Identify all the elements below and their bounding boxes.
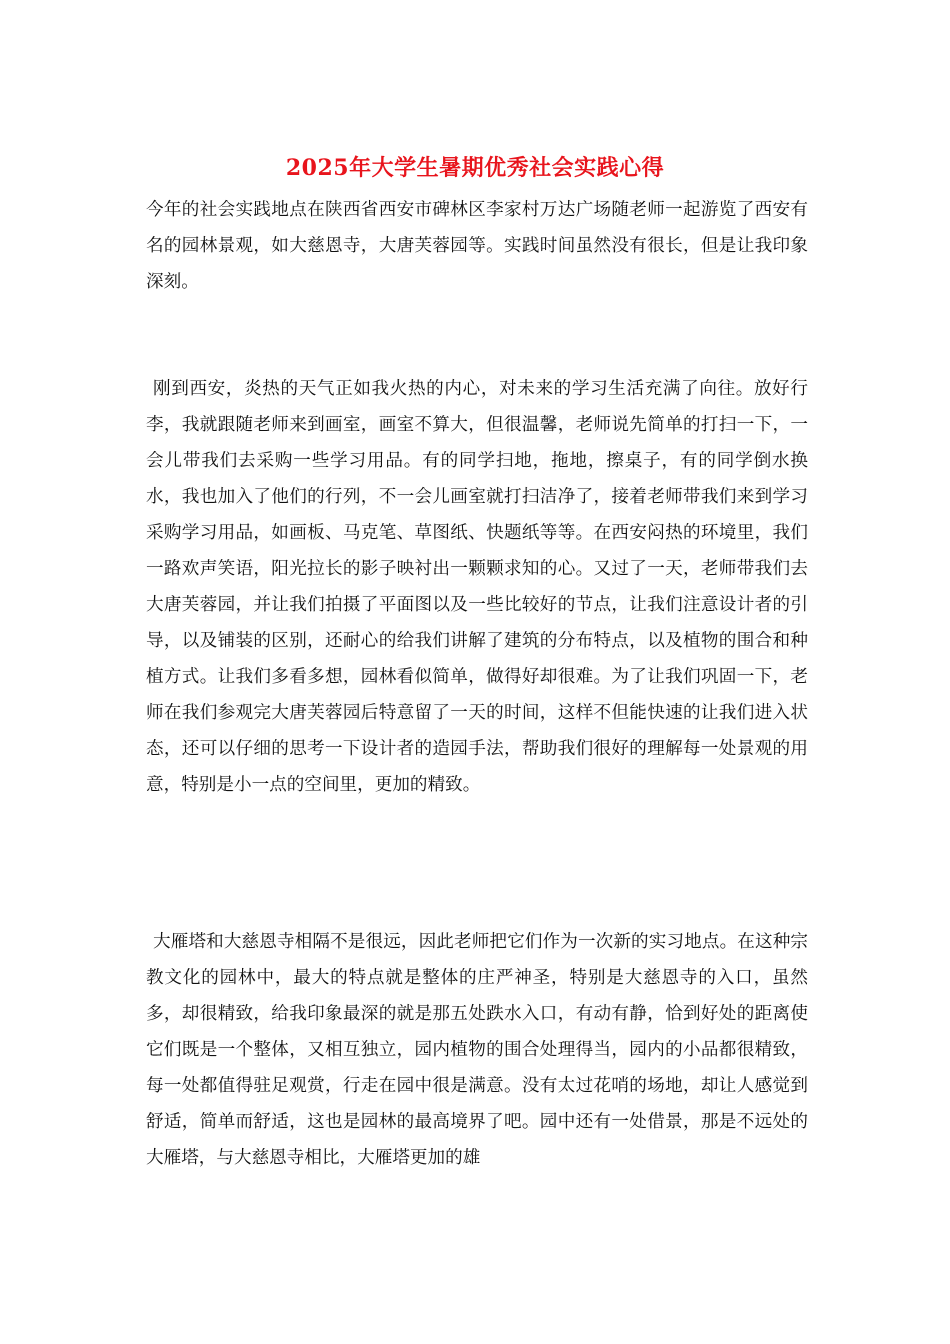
paragraph-big-wild-goose-pagoda: 大雁塔和大慈恩寺相隔不是很远，因此老师把它们作为一次新的实习地点。在这种宗教文化的园林中，最大的特点就是整体的庄严神圣，特别是大慈恩寺的入口，虽然多，却很精致，给我印象最深的就是那五处跌水入口，有动有静，恰到好处的距离使它们既是一个整体，又相互独立，园内植物的围合处理得当，园内的小品都很精致，每一处都值得驻足观赏，行走在园中很是满意。没有太过花哨的场地，却让人感觉到舒适，简单而舒适，这也是园林的最高境界了吧。园中还有一处借景，那是不远处的大雁塔，与大慈恩寺相比，大雁塔更加的雄	[146, 932, 808, 1168]
paragraph-arrival: 刚到西安，炎热的天气正如我火热的内心，对未来的学习生活充满了向往。放好行李，我就跟随老师来到画室，画室不算大，但很温馨，老师说先简单的打扫一下，一会儿带我们去采购一些学习用品。有的同学扫地，拖地，擦桌子，有的同学倒水换水，我也加入了他们的行列，不一会儿画室就打扫洁净了，接着老师带我们来到学习采购学习用品，如画板、马克笔、草图纸、快题纸等等。在西安闷热的环境里，我们一路欢声笑语，阳光拉长的影子映衬出一颗颗求知的心。又过了一天，老师带我们去大唐芙蓉园，并让我们拍摄了平面图以及一些比较好的节点，让我们注意设计者的引导，以及铺装的区别，还耐心的给我们讲解了建筑的分布特点，以及植物的围合和种植方式。让我们多看多想，园林看似简单，做得好却很难。为了让我们巩固一下，老师在我们参观完大唐芙蓉园后特意留了一天的时间，这样不但能快速的让我们进入状态，还可以仔细的思考一下设计者的造园手法，帮助我们很好的理解每一处景观的用意，特别是小一点的空间里，更加的精致。	[146, 379, 808, 795]
paragraph-intro: 今年的社会实践地点在陕西省西安市碑林区李家村万达广场随老师一起游览了西安有名的园林景观，如大慈恩寺，大唐芙蓉园等。实践时间虽然没有很长，但是让我印象深刻。	[146, 200, 808, 292]
document-title: 2025年大学生暑期优秀社会实践心得	[285, 155, 665, 181]
